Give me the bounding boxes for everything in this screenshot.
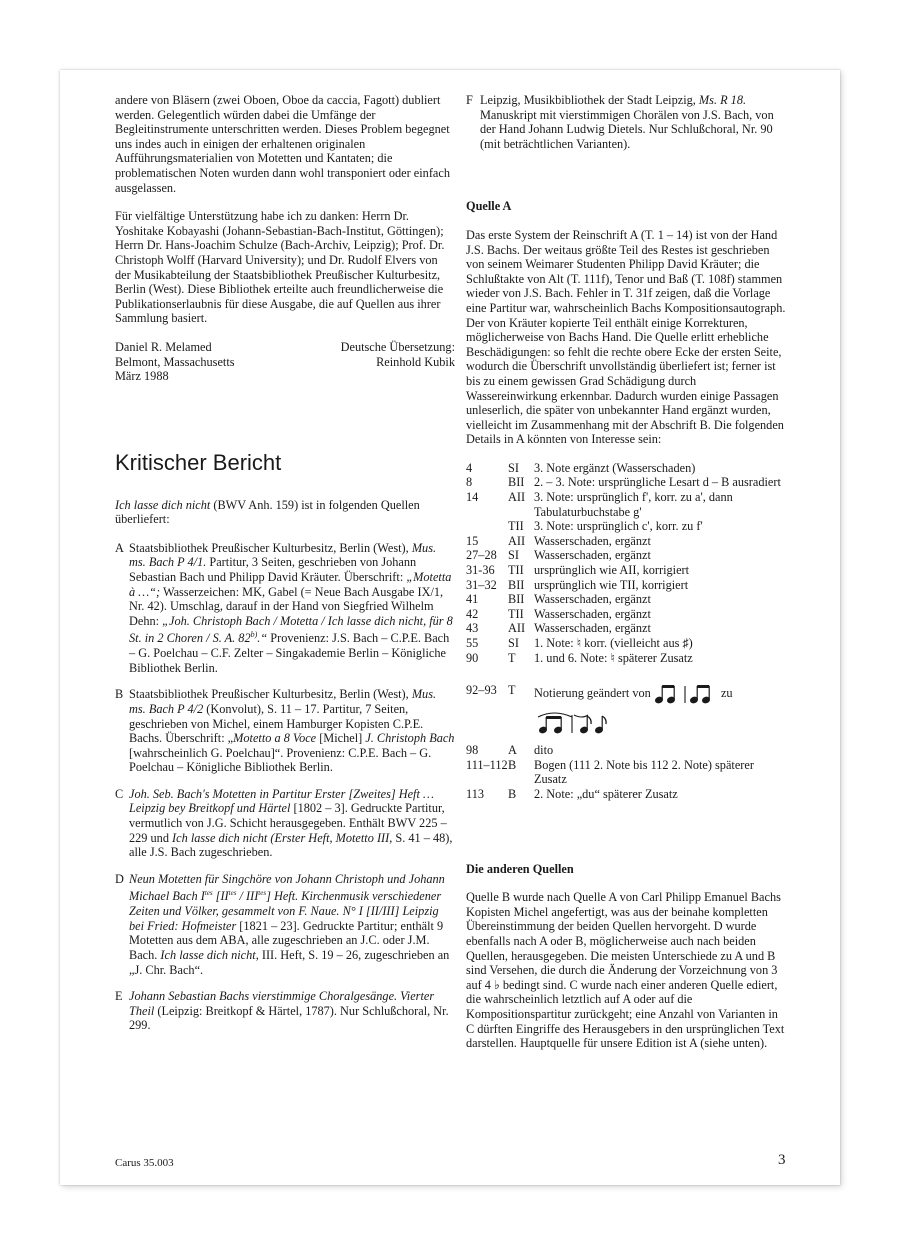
measure: 92–93 [466, 683, 497, 698]
remark-text: Wasserschaden, ergänzt [534, 606, 651, 621]
voice: BII [508, 475, 525, 490]
measure: 14 [466, 490, 479, 505]
measure: 31–32 [466, 577, 497, 592]
remark-row [466, 607, 786, 622]
remark-text: Notierung geändert von [534, 686, 651, 701]
remark-row [466, 534, 786, 549]
source-e-title: Johann Sebastian Bachs vierstimmige Choralgesänge. Vierter Theil [129, 989, 435, 1018]
source-letter: A [115, 540, 124, 555]
remark-text: Bogen (111 2. Note bis 112 2. Note) späterer Zusatz [534, 757, 754, 787]
remark-text: 3. Note: ursprünglich c', korr. zu f' [534, 519, 703, 534]
source-d-sup-2: tes [228, 889, 237, 898]
voice: AII [508, 621, 526, 636]
source-f-text: Leipzig, Musikbibliothek der Stadt Leipzig, [480, 93, 699, 107]
author-name: Daniel R. Melamed [115, 339, 212, 354]
source-b [115, 687, 455, 775]
remark-text: 1. und 6. Note: ♮ späterer Zusatz [534, 650, 693, 665]
measure: 8 [466, 475, 473, 490]
measure: 31-36 [466, 563, 495, 578]
translation-label: Deutsche Übersetzung: [340, 339, 455, 354]
source-f-text-2: Manuskript mit vierstimmigen Chorälen von J.S. Bach, von der Hand Johann Ludwig Dietels. Nur Schlußchoral, Nr. 90 (mit beträchtlichen Varianten). [480, 107, 774, 151]
source-f-shelfmark: Ms. R 18. [698, 93, 747, 107]
source-d-sup-3: tes [258, 889, 267, 898]
source-d-text: [1821 – 23]. Gedruckte Partitur; enthält 9 Motetten aus dem ABA, alle zugeschrieben an J.C. oder J.M. Bach. [129, 918, 444, 962]
source-d-title-3: / III [236, 889, 259, 904]
remark-row [466, 578, 786, 593]
remark-text: 1. Note: ♮ korr. (vielleicht aus ♯) [534, 636, 693, 650]
remark-text: ursprünglich wie TII, korrigiert [534, 577, 689, 592]
remark-text-zu: zu [720, 686, 733, 701]
acknowledgements-paragraph: Für vielfältige Unterstützung habe ich zu danken: Herrn Dr. Yoshitake Kobayashi (Johann-Sebastian-Bach-Institut, Göttingen); Herrn Dr. Hans-Joachim Schulze (Bach-Archiv, Leipzig); Prof. Dr. Christoph Wolff (Harvard University); und Dr. Rudolf Elvers von der Musikabteilung der Staatsbibliothek Preußischer Kulturbesitz, Berlin (West). Diese Bibliothek erteilte auch freundlicherweise die Publikationserlaubnis für diese Ausgabe, die auf Quellen aus ihrer Sammlung basiert. [115, 209, 445, 326]
source-a-cover-quote: „Joh. Christoph Bach / Motetta / Ich lasse dich nicht, für 8 St. in 2 Choren / S. A. 82 [129, 613, 453, 646]
source-a-provenance: Provenienz: J.S. Bach – C.P.E. Bach – G. Poelchau – C.F. Zelter – Singakademie Berlin – Königliche Bibliothek Berlin. [129, 631, 450, 675]
remark-text: Wasserschaden, ergänzt [534, 621, 651, 636]
source-d-text-2: III. Heft, S. 19 – 26, zugeschrieben an „J. Chr. Bach“. [129, 947, 450, 977]
remark-text: 3. Note ergänzt (Wasserschaden) [534, 460, 696, 475]
source-b-text: Staatsbibliothek Preußischer Kulturbesitz, Berlin (West), [129, 687, 412, 702]
critical-remarks-table [466, 461, 786, 665]
measure: 113 [466, 786, 484, 801]
voice: A [508, 743, 517, 758]
sources-intro-text: (BWV Anh. 159) ist in folgenden Quellen überliefert: [115, 497, 420, 527]
measure: 41 [466, 592, 479, 607]
andere-quellen-heading: Die anderen Quellen [466, 861, 574, 876]
source-b-composer: J. Christoph Bach [365, 731, 455, 746]
source-a-heading-quote: „Motetta à …“; [129, 570, 452, 599]
remark-row [466, 548, 786, 563]
source-a: A Staatsbibliothek Preußischer Kulturbesitz, Berlin (West), Mus. ms. Bach P 4/1. Partitur, 3 Seiten, geschrieben von Johann Sebastian Bach und Philipp David Kräuter. Überschrift: „Motetta à …“; Wasserzeichen: MK, Gabel (= Neue Bach Ausgabe IX/1, Nr. 42). Umschlag, darauf in der Hand von Siegfried Wilhelm Dehn: „Joh. Christoph Bach / Motetta / Ich lasse dich nicht, für 8 St. in 2 Choren / S. A. 82$^{b)}$.“ Provenienz: J.S. Bach – C.P.E. Bach – G. Poelchau – C.F. Zelter – Singakademie Berlin – Königliche Bibliothek Berlin. [115, 540, 453, 675]
source-c [115, 787, 455, 860]
remark-text: 3. Note: ursprünglich f', korr. zu a', dann Tabulaturbuchstabe g' [534, 490, 733, 519]
remark-row [466, 787, 786, 802]
left-column [115, 93, 455, 1045]
remark-row [466, 758, 786, 787]
measure: 55 [466, 636, 479, 650]
voice: B [508, 786, 517, 801]
remark-row [466, 743, 786, 758]
voice: BII [508, 577, 525, 592]
voice: T [508, 683, 516, 698]
right-column [466, 93, 786, 1051]
source-c-title: Joh. Seb. Bach's Motetten in Partitur Erster [Zweites] Heft … Leipzig bey Breitkopf und Härtel [129, 786, 434, 816]
measure: 43 [466, 621, 479, 636]
source-d-work: Ich lasse dich nicht, [160, 947, 259, 962]
source-a-shelfmark: Mus. ms. Bach P 4/1. [129, 540, 437, 570]
remark-text: Wasserschaden, ergänzt [534, 592, 651, 607]
sources-intro [115, 498, 455, 527]
remark-text: 2. – 3. Note: ursprüngliche Lesart d – B ausradiert [534, 475, 781, 490]
source-d-title-4: ] Heft. Kirchenmusik verschiedener Zeiten und Völker, gesammelt von F. Naue. N° I [II/III] Leipzig bei Fried: Hofmeister [129, 889, 442, 933]
voice: SI [508, 636, 519, 650]
voice: TII [508, 563, 524, 578]
footer-catalog-number: Carus 35.003 [115, 1157, 174, 1169]
source-a-text-2: Partitur, 3 Seiten, geschrieben von Johann Sebastian Bach und Philipp David Kräuter. Überschrift: [129, 555, 417, 585]
voice: TII [508, 606, 524, 621]
remark-text: dito [534, 743, 554, 758]
source-letter: F [466, 93, 473, 107]
source-b-text-2: (Konvolut), S. 11 – 17. Partitur, 7 Seiten, geschrieben von Michel, einem Hamburger Kopisten C.P.E. Bachs. Überschrift: „ [129, 701, 424, 746]
source-c-text-2: S. 41 – 48), alle J.S. Bach zugeschrieben. [129, 830, 453, 860]
remark-row [466, 461, 786, 476]
source-letter: D [115, 871, 124, 886]
source-d-title-2: [II [212, 889, 229, 904]
translator-name: Reinhold Kubik [376, 354, 455, 369]
rhythm-after-icon [534, 709, 624, 735]
source-e-text: (Leipzig: Breitkopf & Härtel, 1787). Nur Schlußchoral, Nr. 299. [129, 1003, 449, 1033]
section-title: Kritischer Bericht [115, 449, 282, 475]
remark-row [466, 563, 786, 578]
page-number: 3 [778, 1152, 786, 1168]
source-b-provenance: [wahrscheinlich G. Poelchau]“. Provenienz: C.P.E. Bach – G. Poelchau – Königliche Bibliothek Berlin. [129, 745, 432, 775]
remark-row [466, 621, 786, 636]
voice: T [508, 650, 516, 665]
source-letter: E [115, 989, 123, 1004]
critical-remarks-table-2 [466, 743, 786, 801]
voice: AII [508, 533, 526, 548]
voice: AII [508, 490, 526, 505]
remark-row [466, 475, 786, 490]
source-b-text-3: [Michel] [316, 731, 366, 746]
remark-text: Wasserschaden, ergänzt [534, 548, 651, 563]
andere-quellen-paragraph: Quelle B wurde nach Quelle A von Carl Philipp Emanuel Bachs Kopisten Michel angefertigt, was aus der beinahe kompletten Übereinstimmung der beiden Quellen hervorgeht. D wurde ebenfalls nach A oder B, möglicherweise auch nach beiden Quellen, herausgegeben. Die meisten Unterschiede zu A und B sind Versehen, die durch die Änderung der Vorzeichnung von 3 auf 4 ♭ bedingt sind. C wurde nach einer anderen Quelle ediert, die wahrscheinlich letztlich auf A oder auf die Kompositionspartitur zurückgeht; eine Anzahl von Varianten in C dürften Eingriffe des Herausgebers in den ursprünglichen Text darstellen. Hauptquelle für unsere Edition ist A (siehe unten). [466, 890, 785, 1051]
source-letter: C [115, 786, 124, 801]
remark-row [466, 651, 786, 666]
source-e [115, 989, 455, 1033]
measure: 27–28 [466, 548, 497, 563]
notation-remark [466, 683, 786, 735]
remark-row [466, 592, 786, 607]
voice: TII [508, 519, 524, 534]
source-b-shelfmark: Mus. ms. Bach P 4/2 [129, 687, 437, 716]
source-d-sup: tes [204, 889, 213, 898]
document-page [60, 70, 840, 1185]
signature-block [115, 340, 455, 384]
measure: 15 [466, 533, 479, 548]
remark-text: ursprünglich wie AII, korrigiert [534, 563, 690, 578]
intro-paragraph-1: andere von Bläsern (zwei Oboen, Oboe da caccia, Fagott) dubliert werden. Gelegentlich würden dabei die Umfänge der Begleitinstrumente unterschritten werden. Dieses Problem begegnet uns indes auch in einigen der erhaltenen originalen Aufführungsmaterialien von Motetten und Kantaten; die problematischen Noten wurden dann wohl transponiert oder einfach ausgelassen. [115, 93, 450, 195]
measure: 98 [466, 743, 479, 758]
work-title: Ich lasse dich nicht [115, 497, 211, 512]
source-f [466, 93, 786, 151]
source-letter: B [115, 687, 124, 702]
voice: B [508, 757, 517, 772]
source-b-title: Motetto a 8 Voce [233, 731, 317, 746]
voice: BII [508, 592, 525, 607]
voice: SI [508, 460, 519, 475]
author-place: Belmont, Massachusetts [115, 354, 235, 369]
remark-text: Wasserschaden, ergänzt [534, 533, 651, 548]
author-date: März 1988 [115, 369, 169, 384]
remark-row [466, 636, 786, 651]
source-a-text-3: Wasserzeichen: MK, Gabel (= Neue Bach Ausgabe IX/1, Nr. 42). Umschlag, darauf in der Hand von Siegfried Wilhelm Dehn: [129, 584, 444, 628]
source-c-work: Ich lasse dich nicht (Erster Heft, Motetto III, [172, 830, 393, 845]
measure: 4 [466, 460, 473, 475]
source-d [115, 872, 455, 977]
voice: SI [508, 548, 519, 563]
quelle-a-paragraph: Das erste System der Reinschrift A (T. 1 – 14) ist von der Hand J.S. Bachs. Der weitaus größte Teil des Restes ist geschrieben von seinem Weimarer Studenten Philipp David Kräuter; die Schlußtakte von Alt (T. 111f), Tenor und Baß (T. 108f) stammen wieder von J.S. Bach. Fehler in T. 31f zeigen, daß die Vorlage eine Partitur war, wahrscheinlich Bachs Kompositionsautograph. Der von Kräuter kopierte Teil enthält einige Korrekturen, möglicherweise von Bachs Hand. Die Quelle erlitt erhebliche Beschädigungen: so fehlt die rechte obere Ecke der ersten Seite, wodurch die Überschrift unvollständig überliefert ist; ferner ist bis zu einem gewissen Grad Schädigung durch Wassereinwirkung erkennbar. Dadurch wurden einige Passagen unleserlich, die später von unbekannter Hand ergänzt wurden, vielleicht im Zusammenhang mit der Abschrift B. Die folgenden Details in A könnten von Interesse sein: [466, 227, 786, 447]
rhythm-before-icon [654, 683, 718, 705]
source-a-text: Staatsbibliothek Preußischer Kulturbesitz, Berlin (West), [129, 540, 412, 555]
remark-text: 2. Note: „du“ späterer Zusatz [534, 786, 678, 801]
measure [466, 519, 508, 534]
measure: 111–112 [466, 757, 508, 772]
source-c-text: [1802 – 3]. Gedruckte Partitur, vermutlich von J.G. Schicht herausgegeben. Enthält BWV 225 – 229 und [129, 801, 447, 845]
measure: 42 [466, 606, 479, 621]
source-d-title: Neun Motetten für Singchöre von Johann Christoph und Johann Michael Bach I [129, 871, 445, 904]
remark-row [466, 519, 786, 534]
remark-row [466, 490, 786, 519]
quelle-a-heading: Quelle A [466, 199, 512, 214]
measure: 90 [466, 650, 479, 665]
